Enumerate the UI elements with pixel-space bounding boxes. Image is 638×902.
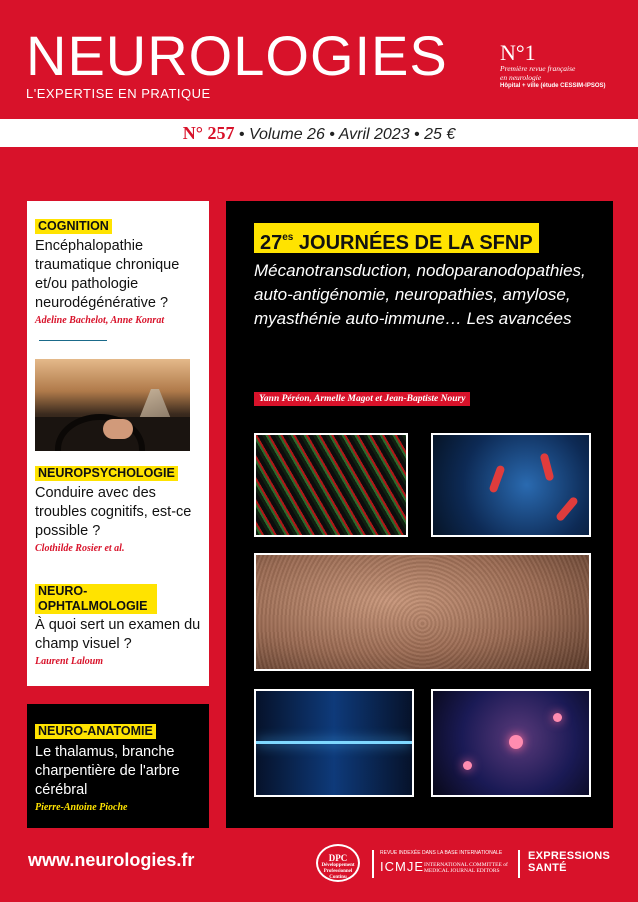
- article-title: Conduire avec des troubles cognitifs, est-ce possible ?: [35, 485, 192, 539]
- masthead: [26, 24, 448, 101]
- icmje-logo: ICMJE: [380, 859, 424, 874]
- article-authors: Clothilde Rosier et al.: [35, 543, 125, 554]
- article-rubric: [35, 584, 157, 614]
- antibody: [488, 464, 505, 493]
- antibody: [555, 496, 579, 523]
- dossier-panel: [226, 201, 613, 828]
- dossier-heading-number: 27: [260, 232, 283, 254]
- publisher-logo: [528, 850, 610, 874]
- article-rubric: NEUROPSYCHOLOGIE: [35, 466, 178, 481]
- issue-details: • Volume 26 • Avril 2023 • 25 €: [234, 126, 456, 143]
- article-rubric: COGNITION: [35, 219, 112, 234]
- publisher-line-2: SANTÉ: [528, 862, 567, 874]
- antibody: [540, 452, 555, 481]
- ranking-line-1: Première revue française: [500, 64, 576, 73]
- dpc-line-2: Développement Professionnel Continu: [321, 863, 355, 880]
- article-authors: Laurent Laloum: [35, 656, 104, 667]
- footer-logos: [316, 844, 628, 884]
- hand: [103, 419, 133, 439]
- skin-pores: [256, 555, 589, 669]
- masthead-tagline: L'EXPERTISE EN PRATIQUE: [26, 86, 211, 101]
- antibodies-image: [431, 433, 591, 537]
- separator-line: [39, 340, 107, 341]
- neuron: [509, 735, 523, 749]
- website-url[interactable]: www.neurologies.fr: [28, 850, 195, 870]
- article-authors: Adeline Bachelot, Anne Konrat: [35, 315, 165, 326]
- dossier-authors: Yann Péréon, Armelle Magot et Jean-Baptiste Noury: [254, 392, 470, 406]
- ranking-badge: [500, 42, 630, 90]
- article-neuro-ophtalmologie[interactable]: [35, 584, 203, 667]
- cells-fluorescence-image: [254, 433, 408, 537]
- issue-number: N° 257: [182, 123, 235, 143]
- signal-beam: [256, 741, 412, 744]
- dossier-heading-text: JOURNÉES DE LA SFNP: [293, 232, 533, 254]
- neuron: [553, 713, 562, 722]
- article-neuropsychologie[interactable]: [35, 464, 203, 554]
- dpc-logo: [316, 844, 360, 882]
- dpc-line-1: DPC: [328, 853, 348, 863]
- publisher-line-1: EXPRESSIONS: [528, 850, 611, 862]
- article-cognition[interactable]: [35, 217, 203, 326]
- separator: [372, 850, 374, 878]
- article-authors: Pierre-Antoine Pioche: [35, 802, 128, 813]
- driving-photo: [35, 359, 190, 451]
- ranking-source: Hôpital + ville (étude CESSIM-IPSOS): [500, 83, 606, 89]
- neuron: [463, 761, 472, 770]
- dossier-heading-sup: es: [282, 232, 294, 243]
- skin-texture-image: [254, 553, 591, 671]
- ranking-line-2: en neurologie: [500, 73, 542, 82]
- nerve-signal-image: [254, 689, 414, 797]
- icmje-note: REVUE INDEXÉE DANS LA BASE INTERNATIONALE: [380, 850, 503, 856]
- icmje-full-name: INTERNATIONAL COMMITTEE of MEDICAL JOURNAL EDITORS: [424, 862, 508, 874]
- rubric-line-1: NEURO-: [38, 584, 88, 598]
- article-rubric: NEURO-ANATOMIE: [35, 724, 156, 739]
- article-title: À quoi sert un examen du champ visuel ?: [35, 617, 201, 652]
- article-title: Le thalamus, branche charpentière de l'arbre cérébral: [35, 744, 180, 798]
- ranking-number: N°1: [500, 40, 536, 65]
- issue-bar: [0, 119, 638, 147]
- article-neuro-anatomie: [35, 722, 203, 813]
- neurons-image: [431, 689, 591, 797]
- rubric-line-2: OPHTALMOLOGIE: [38, 599, 148, 613]
- dossier-heading: [254, 223, 539, 253]
- dossier-subtitle: Mécanotransduction, nodoparanodopathies, auto-antigénomie, neuropathies, amylose, myasthénie auto-immune… Les avancées: [254, 261, 586, 328]
- separator: [518, 850, 520, 878]
- article-title: Encéphalopathie traumatique chronique et/ou pathologie neurodégénérative ?: [35, 238, 180, 311]
- neuro-anatomie-panel[interactable]: [27, 704, 209, 828]
- left-articles-panel: [27, 201, 209, 686]
- masthead-title: NEUROLOGIES: [26, 24, 448, 87]
